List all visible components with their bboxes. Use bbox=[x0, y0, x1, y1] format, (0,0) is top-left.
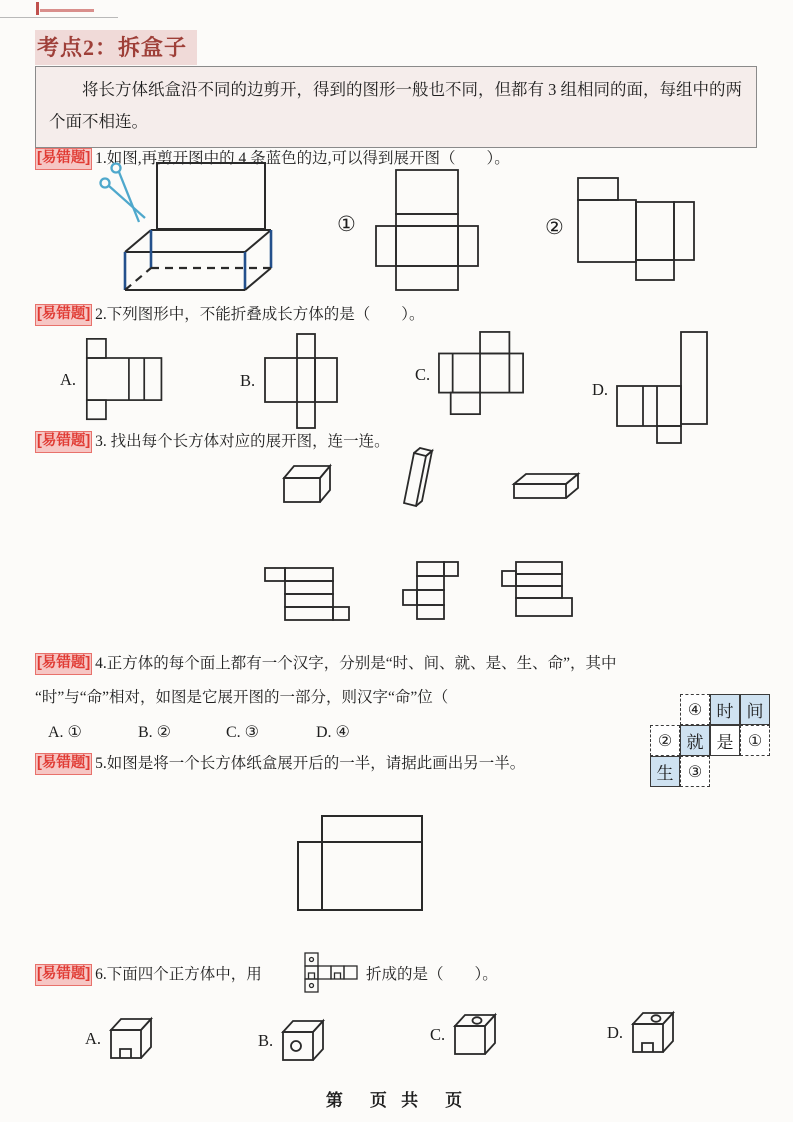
problem-1-text: 1.如图,再剪开图中的 4 条蓝色的边,可以得到展开图（ ）。 bbox=[95, 150, 510, 167]
cube-d-label: D. bbox=[607, 1023, 624, 1042]
error-prone-tag: [易错题] bbox=[35, 964, 92, 986]
problem-2-text: 2.下列图形中，不能折叠成长方体的是（ ）。 bbox=[95, 306, 425, 323]
cube-net-inline-figure bbox=[303, 951, 361, 995]
net-b-figure bbox=[262, 332, 342, 430]
cube-c-figure bbox=[452, 1010, 504, 1060]
circle-mark-icon bbox=[473, 1017, 482, 1024]
option-a-group bbox=[60, 336, 171, 424]
error-prone-tag: [易错题] bbox=[35, 431, 92, 453]
circle-mark-icon bbox=[652, 1015, 661, 1022]
top-rule-line bbox=[0, 17, 118, 18]
net-1-figure bbox=[368, 168, 480, 292]
option-d: D. ④ bbox=[316, 724, 350, 741]
option-b: B. ② bbox=[138, 724, 172, 741]
option-d-label: D. bbox=[592, 380, 609, 399]
problem-6-text-before: 6.下面四个正方体中，用 bbox=[95, 966, 262, 983]
problem-3-text: 3. 找出每个长方体对应的展开图，连一连。 bbox=[95, 433, 390, 450]
net-1-label: ① bbox=[337, 212, 356, 236]
open-box-figure bbox=[95, 160, 285, 305]
error-prone-tag: [易错题] bbox=[35, 753, 92, 775]
grid-cell: 间 bbox=[740, 694, 770, 725]
cube-c-group bbox=[430, 1010, 504, 1060]
problem-5-text: 5.如图是将一个长方体纸盒展开后的一半，请据此画出另一半。 bbox=[95, 755, 526, 772]
red-corner-line bbox=[40, 9, 94, 12]
scissors-icon bbox=[101, 164, 146, 223]
error-prone-tag: [易错题] bbox=[35, 653, 92, 675]
problem-6-line bbox=[35, 963, 262, 986]
option-c-label: C. bbox=[415, 365, 431, 384]
problem-3-line bbox=[35, 430, 390, 453]
problem-4-options bbox=[48, 722, 350, 742]
red-corner-mark bbox=[36, 2, 39, 15]
problem-4-text-1: 4.正方体的每个面上都有一个汉字，分别是“时、间、就、是、生、命”，其中 bbox=[95, 655, 617, 672]
box-small-figure bbox=[280, 460, 340, 508]
hanzi-grid bbox=[650, 694, 770, 787]
problem-2-line bbox=[35, 303, 425, 326]
option-a-label: A. bbox=[60, 370, 77, 389]
page-title: 考点2：拆盒子 bbox=[35, 30, 197, 65]
footer-page-number: 第 页 共 页 bbox=[325, 1091, 468, 1110]
grid-cell: 是 bbox=[710, 725, 740, 756]
door-mark-icon bbox=[309, 973, 315, 979]
cube-a-figure bbox=[108, 1014, 160, 1064]
net-2-label: ② bbox=[545, 215, 564, 239]
cube-c-label: C. bbox=[430, 1025, 446, 1044]
grid-cell: 生 bbox=[650, 756, 680, 787]
door-mark-icon bbox=[335, 973, 341, 979]
box-long-figure bbox=[512, 456, 586, 502]
box-tall-figure bbox=[398, 445, 446, 509]
grid-cell: ① bbox=[740, 725, 770, 756]
grid-cell: ② bbox=[650, 725, 680, 756]
door-mark-icon bbox=[120, 1049, 131, 1058]
option-c-group bbox=[415, 330, 527, 420]
cube-b-figure bbox=[280, 1016, 332, 1066]
problem-4-line-1 bbox=[35, 652, 617, 675]
net-a-figure bbox=[83, 336, 171, 424]
half-net-figure bbox=[296, 814, 426, 914]
option-b-label: B. bbox=[240, 371, 256, 390]
net-column-figure bbox=[390, 560, 460, 624]
net-strips-1-figure bbox=[263, 566, 353, 628]
option-a: A. ① bbox=[48, 724, 82, 741]
problem-4-line-2 bbox=[35, 686, 448, 709]
option-d-group bbox=[592, 330, 711, 450]
option-b-group bbox=[240, 332, 342, 430]
net-strips-2-figure bbox=[500, 560, 576, 620]
grid-cell: ④ bbox=[680, 694, 710, 725]
door-mark-icon bbox=[642, 1043, 653, 1052]
problem-5-line bbox=[35, 752, 525, 775]
cube-b-group bbox=[258, 1016, 332, 1066]
error-prone-tag: [易错题] bbox=[35, 148, 92, 170]
net-c-figure bbox=[437, 330, 527, 420]
cube-a-group bbox=[85, 1014, 160, 1064]
cube-a-label: A. bbox=[85, 1029, 102, 1048]
grid-cell: ③ bbox=[680, 756, 710, 787]
option-c: C. ③ bbox=[226, 724, 260, 741]
error-prone-tag: [易错题] bbox=[35, 304, 92, 326]
problem-6-text-after: 折成的是（ ）。 bbox=[366, 966, 498, 983]
cube-d-figure bbox=[630, 1008, 682, 1058]
net-2-figure bbox=[576, 176, 696, 282]
problem-6-text-after-wrap bbox=[366, 963, 498, 986]
problem-4-text-2: “时”与“命”相对，如图是它展开图的一部分，则汉字“命”位（ bbox=[35, 689, 449, 706]
net-d-figure bbox=[615, 330, 711, 450]
circle-mark-icon bbox=[291, 1041, 301, 1051]
cube-b-label: B. bbox=[258, 1031, 274, 1050]
cube-d-group bbox=[607, 1008, 682, 1058]
grid-cell: 就 bbox=[680, 725, 710, 756]
intro-box: 将长方体纸盒沿不同的边剪开，得到的图形一般也不同，但都有 3 组相同的面，每组中的两个面不相连。 bbox=[35, 66, 757, 148]
grid-cell: 时 bbox=[710, 694, 740, 725]
